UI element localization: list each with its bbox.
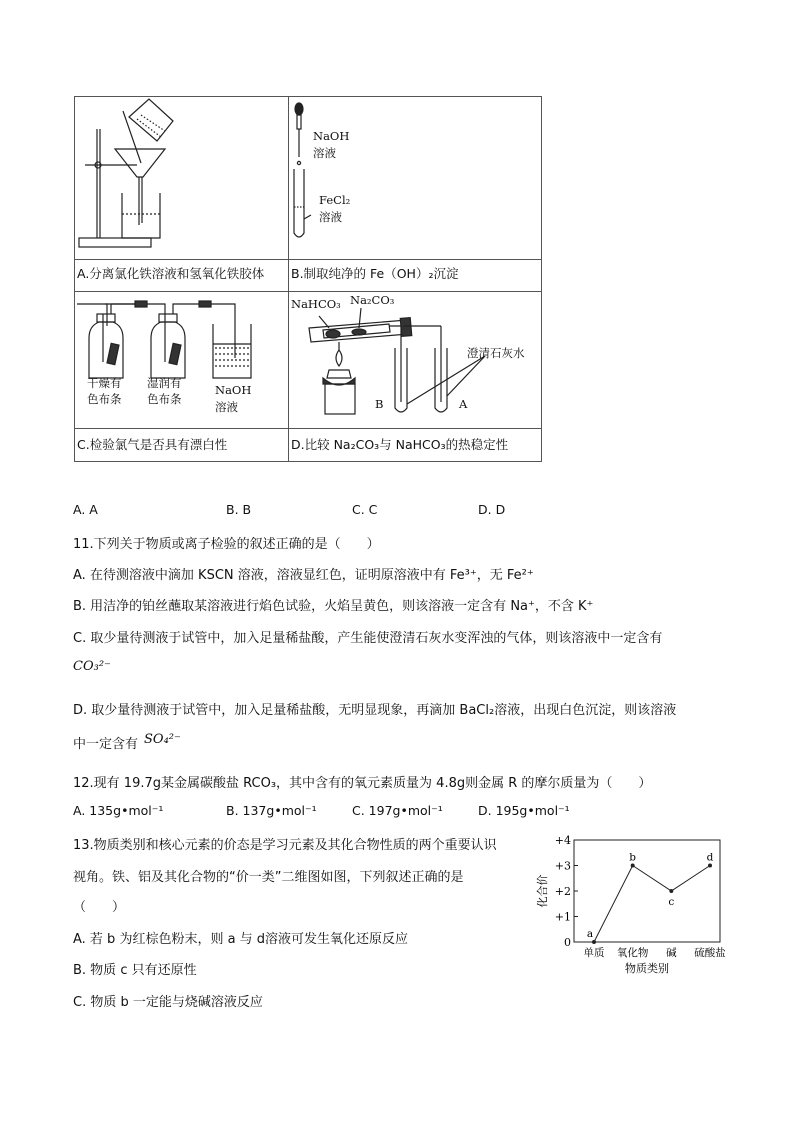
table-divider — [75, 428, 541, 429]
q11-option-c: C. 取少量待测液于试管中，加入足量稀盐酸，产生能使澄清石灰水变浑浊的气体，则该溶液中一定含有 — [73, 631, 663, 646]
x-tick-label: 氧化物 — [616, 947, 649, 959]
option-d-caption: D.比较 Na₂CO₃与 NaHCO₃的热稳定性 — [291, 437, 509, 452]
naoh-label: NaOH — [313, 129, 350, 143]
y-tick-label: +4 — [554, 834, 571, 847]
plot-frame — [574, 840, 720, 942]
filtration-apparatus-diagram — [75, 97, 288, 259]
y-tick-label: 0 — [564, 936, 571, 949]
naoh-solution-label: 溶液 — [215, 400, 238, 414]
chlorine-bleach-test-diagram — [75, 292, 288, 428]
carbonate-formula: CO₃²⁻ — [73, 659, 111, 674]
fecl2-label: 溶液 — [319, 210, 342, 224]
point-label: a — [586, 928, 594, 940]
tube-a-label: A — [459, 397, 468, 411]
y-tick-label: +2 — [554, 885, 571, 898]
q11-option-d: D. 取少量待测液于试管中，加入足量稀盐酸，无明显现象，再滴加 BaCl₂溶液，出现白色沉淀，则该溶液 — [73, 703, 677, 718]
data-point — [631, 864, 635, 868]
q11-stem: 11.下列关于物质或离子检验的叙述正确的是（ ） — [73, 537, 380, 552]
x-tick-label: 单质 — [583, 947, 605, 959]
q12-option-b: B. 137g•mol⁻¹ — [226, 803, 317, 818]
data-point — [708, 864, 712, 868]
q13-option-a: A. 若 b 为红棕色粉末，则 a 与 d溶液可发生氧化还原反应 — [73, 932, 409, 947]
x-tick-label: 碱 — [666, 947, 677, 959]
q10-option-d: D. D — [478, 502, 506, 517]
sulfate-formula: SO₄²⁻ — [144, 732, 181, 747]
fecl2-label: FeCl₂ — [319, 193, 351, 207]
experiment-table — [74, 96, 542, 462]
data-point — [669, 889, 673, 893]
q13-option-b: B. 物质 c 只有还原性 — [73, 963, 197, 978]
na2co3-label: Na₂CO₃ — [350, 293, 395, 307]
q12-stem: 12.现有 19.7g某金属碳酸盐 RCO₃，其中含有的氧元素质量为 4.8g则金属 R 的摩尔质量为（ ） — [73, 776, 652, 791]
valence-class-chart — [528, 832, 728, 982]
q11-option-b: B. 用洁净的铂丝蘸取某溶液进行焰色试验，火焰呈黄色，则该溶液一定含有 Na⁺，不含 K⁺ — [73, 599, 594, 614]
q10-option-a: A. A — [73, 502, 98, 517]
option-a-caption: A.分离氯化铁溶液和氢氧化铁胶体 — [77, 266, 265, 281]
wet-cloth-label: 湿润有 — [147, 376, 182, 390]
tube-b-label: B — [375, 397, 384, 411]
data-point — [592, 940, 596, 944]
point-label: d — [706, 851, 714, 864]
q12-option-c: C. 197g•mol⁻¹ — [352, 803, 443, 818]
dropper-testtube-diagram — [289, 97, 389, 259]
q11-option-a: A. 在待测溶液中滴加 KSCN 溶液，溶液显红色，证明原溶液中有 Fe³⁺，无 Fe²⁺ — [73, 568, 534, 583]
x-tick-label: 硫酸盐 — [694, 947, 726, 959]
y-tick-label: +3 — [554, 859, 571, 873]
q11-option-d-cont: 中一定含有 — [73, 737, 139, 752]
dry-cloth-label: 色布条 — [87, 392, 122, 406]
point-label: b — [629, 851, 637, 864]
x-axis-label: 物质类别 — [625, 962, 669, 975]
limewater-label: 澄清石灰水 — [467, 346, 525, 360]
q12-option-d: D. 195g•mol⁻¹ — [478, 803, 570, 818]
option-c-caption: C.检验氯气是否具有漂白性 — [77, 437, 228, 452]
q13-stem: 13.物质类别和核心元素的价态是学习元素及其化合物性质的两个重要认识 — [73, 838, 497, 853]
wet-cloth-label: 色布条 — [147, 392, 182, 406]
naoh-label: 溶液 — [313, 146, 336, 160]
naoh-solution-label: NaOH — [215, 383, 252, 397]
point-label: c — [668, 896, 675, 908]
q10-option-b: B. B — [226, 502, 252, 517]
q10-option-c: C. C — [352, 502, 378, 517]
nahco3-label: NaHCO₃ — [291, 297, 341, 311]
y-axis-label: 化合价 — [536, 874, 549, 908]
q13-stem: （ ） — [73, 900, 126, 915]
dry-cloth-label: 干燥有 — [87, 376, 122, 390]
q13-option-c: C. 物质 b 一定能与烧碱溶液反应 — [73, 995, 263, 1010]
series-line — [594, 866, 710, 943]
q12-option-a: A. 135g•mol⁻¹ — [73, 803, 164, 818]
option-b-caption: B.制取纯净的 Fe（OH）₂沉淀 — [291, 266, 459, 281]
table-divider — [75, 259, 541, 260]
q13-stem: 视角。铁、铝及其化合物的“价一类”二维图如图，下列叙述正确的是 — [73, 870, 464, 885]
y-tick-label: +1 — [554, 910, 571, 924]
